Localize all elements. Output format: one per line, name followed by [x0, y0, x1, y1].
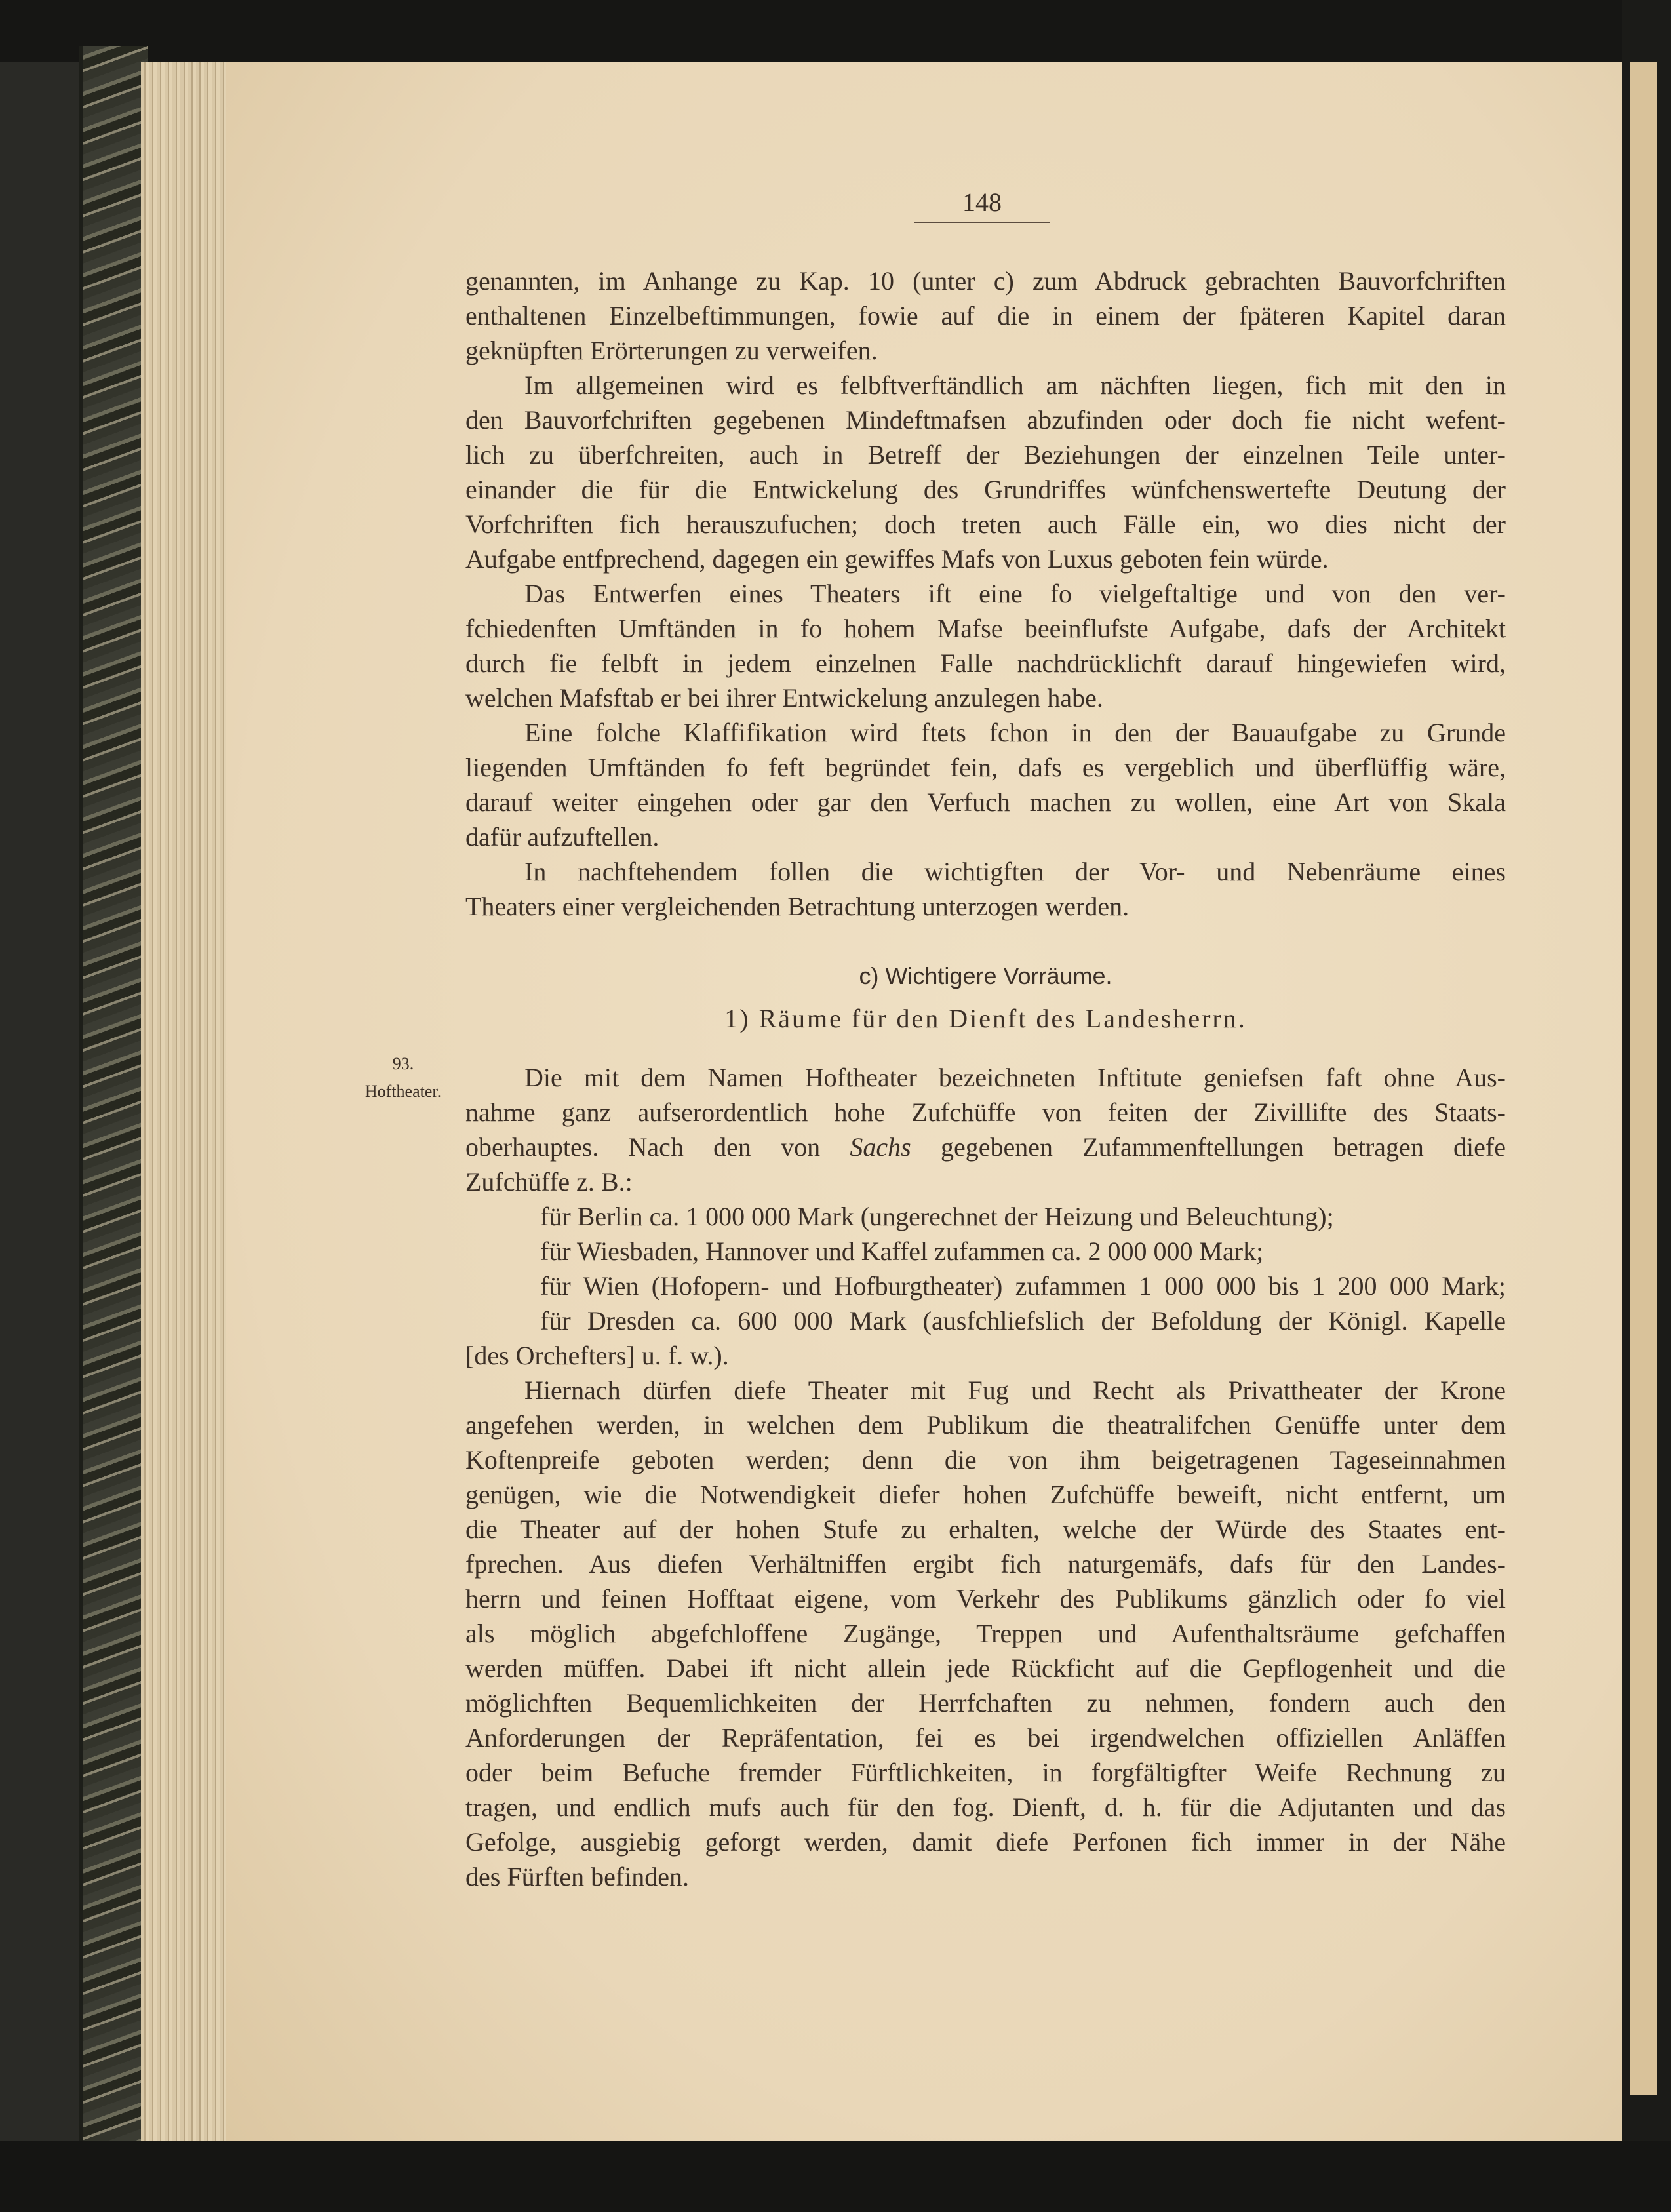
text-line: den Bauvorfchriften gegebenen Mindeftmafsen abzufinden oder doch fie nicht wefent-	[465, 405, 1506, 435]
text-line: genügen, wie die Notwendigkeit diefer hohen Zufchüffe beweift, nicht entfernt, um	[465, 1480, 1506, 1509]
text-line: [des Orchefters] u. f. w.).	[465, 1341, 729, 1370]
text-line	[465, 1130, 1506, 1164]
text-line: fprechen. Aus diefen Verhältniffen ergibt fich naturgemäfs, dafs für den Landes-	[465, 1549, 1506, 1579]
margin-note-label: Hoftheater.	[364, 1082, 442, 1101]
margin-note-number: 93.	[392, 1054, 414, 1073]
text-line: geknüpften Erörterungen zu verweifen.	[465, 336, 878, 365]
text-line: fchiedenften Umftänden in fo hohem Mafse beeinflufste Aufgabe, dafs der Architekt	[465, 614, 1506, 643]
text-line: werden müffen. Dabei ift nicht allein jede Rückficht auf die Gepflogenheit und die	[465, 1653, 1506, 1683]
text-line: als möglich abgefchloffene Zugänge, Treppen und Aufenthaltsräume gefchaffen	[465, 1619, 1506, 1648]
text-line: angefehen werden, in welchen dem Publikum die theatralifchen Genüffe unter dem	[465, 1410, 1506, 1440]
text-line: Koftenpreife geboten werden; denn die von ihm beigetragenen Tageseinnahmen	[465, 1445, 1506, 1474]
text-line: Theaters einer vergleichenden Betrachtung unterzogen werden.	[465, 892, 1130, 921]
marbled-book-cover	[79, 46, 148, 2150]
facing-page-edge	[1630, 62, 1657, 2095]
text-line: Anforderungen der Repräfentation, fei es bei irgendwelchen offiziellen Anläffen	[465, 1723, 1506, 1752]
text-line: durch fie felbft in jedem einzelnen Falle nachdrücklichft darauf hingewiefen wird,	[465, 648, 1506, 678]
text-line: tragen, und endlich mufs auch für den fog. Dienft, d. h. für die Adjutanten und das	[465, 1792, 1506, 1822]
text-line: Im allgemeinen wird es felbftverftändlich am nächften liegen, fich mit den in	[524, 370, 1506, 400]
text-line: genannten, im Anhange zu Kap. 10 (unter c) zum Abdruck gebrachten Bauvorfchriften	[465, 266, 1506, 296]
scan-background-bottom	[0, 2141, 1671, 2212]
margin-note	[354, 1050, 452, 1105]
text-block-intro	[465, 264, 1506, 924]
text-line: welchen Mafsftab er bei ihrer Entwickelung anzulegen habe.	[465, 683, 1103, 713]
italic-author-name: Sachs	[850, 1132, 911, 1162]
page-number: 148	[962, 188, 1002, 217]
text-line: Aufgabe entfprechend, dagegen ein gewiffes Mafs von Luxus geboten fein würde.	[465, 544, 1329, 574]
text-line: Das Entwerfen eines Theaters ift eine fo vielgeftaltige und von den ver-	[524, 579, 1506, 608]
subsection-heading: 1) Räume für den Dienft des Landesherrn.	[724, 1004, 1247, 1033]
section-heading: c) Wichtigere Vorräume.	[859, 962, 1112, 989]
text-line: für Wien (Hofopern- und Hofburgtheater) zufammen 1 000 000 bis 1 200 000 Mark;	[540, 1271, 1506, 1301]
text-block-hoftheater	[465, 1060, 1506, 1894]
text-line: für Berlin ca. 1 000 000 Mark (ungerechnet der Heizung und Beleuchtung);	[540, 1202, 1334, 1231]
text-line: nahme ganz aufserordentlich hohe Zufchüffe von feiten der Zivillifte des Staats-	[465, 1097, 1506, 1127]
text-line: Die mit dem Namen Hoftheater bezeichneten Inftitute geniefsen faft ohne Aus-	[524, 1063, 1506, 1092]
text-line: herrn und feinen Hofftaat eigene, vom Verkehr des Publikums gänzlich oder fo viel	[465, 1584, 1506, 1613]
text-line: enthaltenen Einzelbeftimmungen, fowie auf die in einem der fpäteren Kapitel daran	[465, 301, 1506, 330]
scan-background-top	[0, 0, 1671, 62]
text-segment: gegebenen Zufammenftellungen betragen diefe	[911, 1132, 1506, 1162]
text-line: möglichften Bequemlichkeiten der Herrfchaften zu nehmen, fondern auch den	[465, 1688, 1506, 1718]
text-line: einander die für die Entwickelung des Grundriffes wünfchenswertefte Deutung der	[465, 475, 1506, 504]
text-line: darauf weiter eingehen oder gar den Verfuch machen zu wollen, eine Art von Skala	[465, 787, 1506, 817]
text-line: liegenden Umftänden fo feft begründet fein, dafs es vergeblich und überflüffig wäre,	[465, 753, 1506, 782]
text-line: des Fürften befinden.	[465, 1862, 690, 1891]
text-line: für Dresden ca. 600 000 Mark (ausfchliefslich der Befoldung der Königl. Kapelle	[540, 1306, 1506, 1335]
text-line: dafür aufzuftellen.	[465, 822, 659, 852]
text-line: Eine folche Klaffifikation wird ftets fchon in den der Bauaufgabe zu Grunde	[524, 718, 1506, 747]
text-segment: oberhauptes. Nach den von	[465, 1132, 850, 1162]
text-line: Gefolge, ausgiebig geforgt werden, damit diefe Perfonen fich immer in der Nähe	[465, 1827, 1506, 1857]
page-edges	[141, 62, 229, 2141]
text-line: oder beim Befuche fremder Fürftlichkeiten, in forgfältigfter Weife Rechnung zu	[465, 1758, 1506, 1787]
text-line: In nachftehendem follen die wichtigften der Vor- und Nebenräume eines	[524, 857, 1506, 886]
body-text	[465, 264, 1506, 1894]
text-line: Vorfchriften fich herauszufuchen; doch treten auch Fälle ein, wo dies nicht der	[465, 509, 1506, 539]
text-line: lich zu überfchreiten, auch in Betreff der Beziehungen der einzelnen Teile unter-	[465, 440, 1506, 469]
text-line: für Wiesbaden, Hannover und Kaffel zufammen ca. 2 000 000 Mark;	[540, 1236, 1264, 1266]
text-line: Hiernach dürfen diefe Theater mit Fug und Recht als Privattheater der Krone	[524, 1375, 1506, 1405]
text-line: Zufchüffe z. B.:	[465, 1167, 633, 1196]
text-line: die Theater auf der hohen Stufe zu erhalten, welche der Würde des Staates ent-	[465, 1514, 1506, 1544]
page-number-rule	[914, 222, 1050, 223]
